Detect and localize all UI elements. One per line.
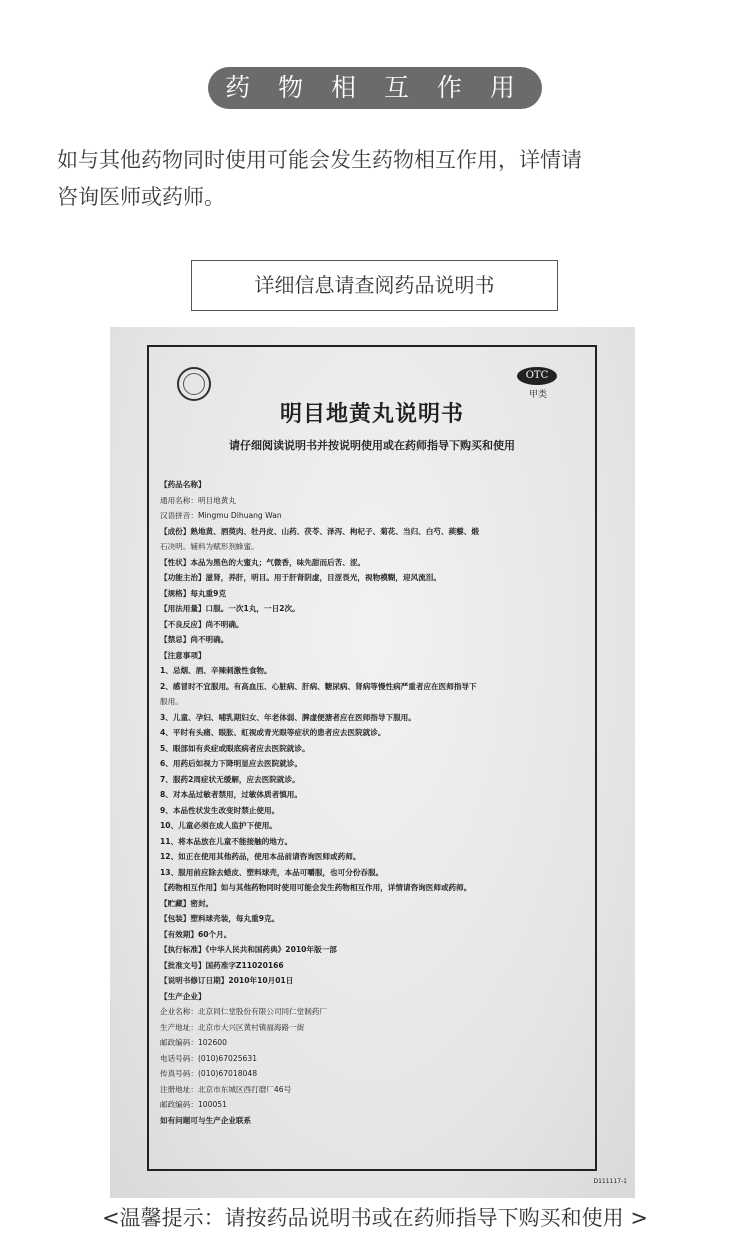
- leaflet-line: 【药物相互作用】如与其他药物同时使用可能会发生药物相互作用，详情请咨询医师或药师。: [160, 883, 472, 892]
- leaflet-line: 石决明。辅料为赋形剂蜂蜜。: [160, 542, 259, 551]
- leaflet-line: 如有问题可与生产企业联系: [160, 1115, 252, 1125]
- leaflet-code: D111117-1: [593, 1178, 627, 1185]
- intro-line-2: 咨询医师或药师。: [57, 185, 225, 209]
- otc-class: 甲类: [528, 390, 547, 400]
- leaflet-line: 【不良反应】尚不明确。: [160, 619, 244, 629]
- leaflet-line: 1、忌烟、酒、辛辣刺激性食物。: [160, 666, 272, 675]
- leaflet-line: 10、儿童必须在成人监护下使用。: [160, 821, 277, 830]
- leaflet-line: 【规格】每丸重9克: [160, 588, 227, 598]
- leaflet-line: 【禁忌】尚不明确。: [160, 635, 229, 644]
- leaflet-line: 13、服用前应除去蜡皮、塑料球壳，本品可嚼服，也可分份吞服。: [160, 867, 384, 877]
- leaflet-line: 6、用药后如视力下降明显应去医院就诊。: [160, 759, 302, 768]
- leaflet-line: 服用。: [160, 697, 183, 706]
- leaflet-line: 4、平时有头痛、眼胀、虹视或青光眼等症状的患者应去医院就诊。: [160, 728, 386, 737]
- leaflet-line: 【用法用量】口服。一次1丸，一日2次。: [160, 604, 300, 613]
- leaflet-line: 【批准文号】国药准字Z11020166: [160, 960, 284, 970]
- leaflet-line: 【生产企业】: [160, 991, 206, 1001]
- leaflet-line: 注册地址：北京市东城区西打磨厂46号: [160, 1084, 292, 1094]
- otc-badge: OTC: [517, 367, 557, 385]
- leaflet-line: 7、服药2周症状无缓解，应去医院就诊。: [160, 774, 300, 784]
- leaflet-line: 【执行标准】《中华人民共和国药典》2010年版一部: [160, 945, 337, 954]
- leaflet-body: [160, 477, 595, 1128]
- leaflet-line: 3、儿童、孕妇、哺乳期妇女、年老体弱、脾虚便溏者应在医师指导下服用。: [160, 712, 416, 722]
- leaflet-line: 【包装】塑料球壳装，每丸重9克。: [160, 914, 280, 923]
- footer-tip: <温馨提示：请按药品说明书或在药师指导下购买和使用 >: [102, 1206, 648, 1230]
- leaflet-line: 汉语拼音：Mingmu Dihuang Wan: [160, 511, 282, 520]
- leaflet-line: 电话号码：(010)67025631: [160, 1053, 258, 1063]
- leaflet-line: 【性状】本品为黑色的大蜜丸；气微香，味先甜而后苦、涩。: [160, 557, 366, 567]
- leaflet-line: 9、本品性状发生改变时禁止使用。: [160, 805, 280, 815]
- leaflet-line: 11、将本品放在儿童不能接触的地方。: [160, 836, 293, 846]
- leaflet-line: 【注意事项】: [160, 650, 206, 660]
- leaflet-line: 8、对本品过敏者禁用，过敏体质者慎用。: [160, 790, 302, 799]
- leaflet-line: 2、感冒时不宜服用。有高血压、心脏病、肝病、糖尿病、肾病等慢性病严重者应在医师指导下: [160, 681, 477, 691]
- leaflet-subtitle: 请仔细阅读说明书并按说明使用或在药师指导下购买和使用: [229, 439, 515, 452]
- leaflet-line: 通用名称：明目地黄丸: [160, 495, 236, 505]
- leaflet-line: 【贮藏】密封。: [160, 898, 214, 908]
- leaflet-line: 邮政编码：100051: [160, 1100, 227, 1109]
- leaflet-line: 【有效期】60个月。: [160, 929, 232, 939]
- leaflet-line: 【药品名称】: [160, 480, 206, 489]
- leaflet-line: 邮政编码：102600: [160, 1038, 227, 1047]
- brand-seal-icon: [177, 367, 211, 401]
- leaflet-line: 生产地址：北京市大兴区黄村镇福海路一街: [160, 1022, 305, 1032]
- leaflet-sheet: [147, 345, 627, 1185]
- leaflet-line: 企业名称：北京同仁堂股份有限公司同仁堂制药厂: [160, 1007, 328, 1016]
- leaflet-line: 【说明书修订日期】2010年10月01日: [160, 976, 294, 985]
- section-title-pill: 药 物 相 互 作 用: [208, 67, 542, 109]
- interaction-description: [57, 142, 697, 216]
- leaflet-line: 传真号码：(010)67018048: [160, 1069, 258, 1078]
- view-leaflet-button[interactable]: 详细信息请查阅药品说明书: [191, 260, 558, 311]
- leaflet-line: 【成份】熟地黄、酒萸肉、牡丹皮、山药、茯苓、泽泻、枸杞子、菊花、当归、白芍、蒺藜、煅: [160, 526, 479, 536]
- leaflet-line: 【功能主治】滋肾，养肝，明目。用于肝肾阴虚，目涩畏光，视物模糊，迎风流泪。: [160, 573, 441, 582]
- leaflet-line: 5、眼部如有炎症或眼底病者应去医院就诊。: [160, 743, 310, 753]
- intro-line-1: 如与其他药物同时使用可能会发生药物相互作用，详情请: [57, 148, 582, 172]
- leaflet-title: 明目地黄丸说明书: [279, 402, 464, 427]
- leaflet-photo: [110, 327, 635, 1198]
- leaflet-line: 12、如正在使用其他药品，使用本品前请咨询医师或药师。: [160, 852, 361, 861]
